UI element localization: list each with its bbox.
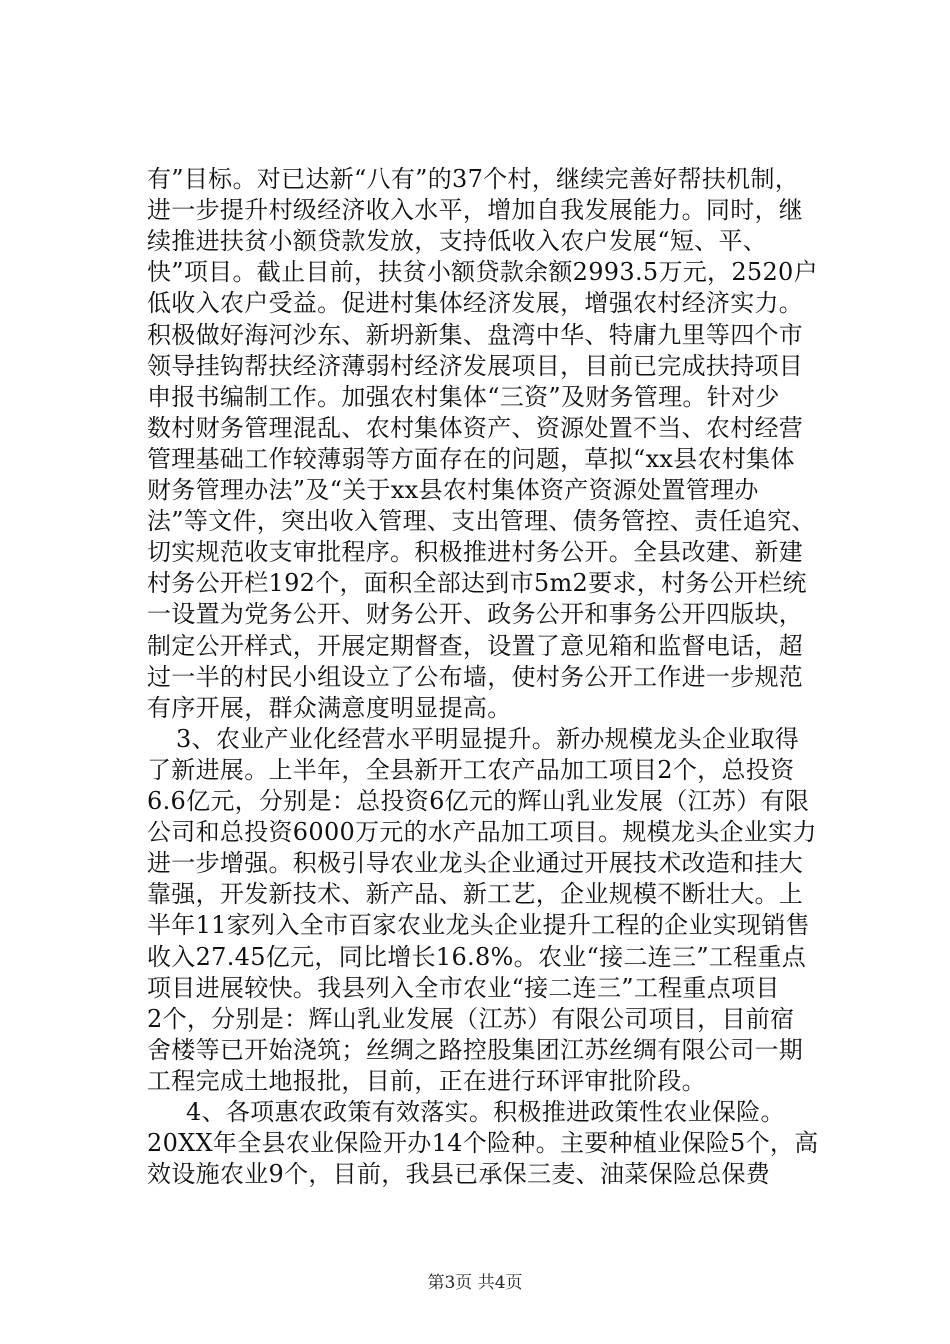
body-text-line: 项目进展较快。我县列入全市农业“接二连三”工程重点项目 xyxy=(147,974,780,1002)
body-text-line: 6.6亿元，分别是：总投资6亿元的辉山乳业发展（江苏）有限 xyxy=(147,787,810,815)
body-text-line: 工程完成土地报批，目前，正在进行环评审批阶段。 xyxy=(147,1067,706,1095)
body-text-line: 快”项目。截止目前，扶贫小额贷款余额2993.5万元，2520户 xyxy=(147,258,818,286)
body-text-line: 20XX年全县农业保险开办14个险种。主要种植业保险5个，高 xyxy=(147,1129,819,1157)
body-text-line: 过一半的村民小组设立了公布墙，使村务公开工作进一步规范 xyxy=(147,663,804,691)
body-text-line: 数村财务管理混乱、农村集体资产、资源处置不当、农村经营 xyxy=(147,414,804,442)
body-text-line: 领导挂钩帮扶经济薄弱村经济发展项目，目前已完成扶持项目 xyxy=(147,352,804,380)
body-text-line: 进一步增强。积极引导农业龙头企业通过开展技术改造和挂大 xyxy=(147,849,804,877)
body-text-line: 了新进展。上半年，全县新开工农产品加工项目2个，总投资 xyxy=(147,756,795,784)
body-text-line: 积极做好海河沙东、新坍新集、盘湾中华、特庸九里等四个市 xyxy=(147,321,804,349)
body-text-line: 管理基础工作较薄弱等方面存在的问题，草拟“xx县农村集体 xyxy=(147,445,795,473)
body-text-line: 公司和总投资6000万元的水产品加工项目。规模龙头企业实力 xyxy=(147,818,817,846)
body-text-line: 收入27.45亿元，同比增长16.8%。农业“接二连三”工程重点 xyxy=(147,943,807,971)
body-text-line: 切实规范收支审批程序。积极推进村务公开。全县改建、新建 xyxy=(147,538,804,566)
body-text-line: 法”等文件，突出收入管理、支出管理、债务管控、责任追究、 xyxy=(147,507,816,535)
body-text-line: 有序开展，群众满意度明显提高。 xyxy=(147,694,512,722)
body-text-line: 低收入农户受益。促进村集体经济发展，增强农村经济实力。 xyxy=(147,289,804,317)
body-text-line: 制定公开样式，开展定期督查，设置了意见箱和监督电话，超 xyxy=(147,632,804,660)
body-text-line: 续推进扶贫小额贷款发放，支持低收入农户发展“短、平、 xyxy=(147,227,768,255)
body-text-line: 效设施农业9个，目前，我县已承保三麦、油菜保险总保费 xyxy=(147,1160,771,1188)
body-text-line: 舍楼等已开始浇筑；丝绸之路控股集团江苏丝绸有限公司一期 xyxy=(147,1036,804,1064)
body-text-line: 半年11家列入全市百家农业龙头企业提升工程的企业实现销售 xyxy=(147,911,810,939)
body-text-line: 4、各项惠农政策有效落实。积极推进政策性农业保险。 xyxy=(186,1098,785,1126)
page-footer: 第3页 共4页 xyxy=(427,1273,523,1293)
body-text-line: 申报书编制工作。加强农村集体“三资”及财务管理。针对少 xyxy=(147,383,780,411)
body-text-line: 一设置为党务公开、财务公开、政务公开和事务公开四版块， xyxy=(147,600,804,628)
body-text-line: 有”目标。对已达新“八有”的37个村，继续完善好帮扶机制， xyxy=(147,165,800,193)
body-text-line: 靠强，开发新技术、新产品、新工艺，企业规模不断壮大。上 xyxy=(147,880,804,908)
body-text-line: 2个，分别是：辉山乳业发展（江苏）有限公司项目，目前宿 xyxy=(147,1005,795,1033)
body-text-line: 3、农业产业化经营水平明显提升。新办规模龙头企业取得 xyxy=(176,725,800,753)
body-text-line: 财务管理办法”及“关于xx县农村集体资产资源处置管理办 xyxy=(147,476,759,504)
body-text-line: 村务公开栏192个，面积全部达到市5m2要求，村务公开栏统 xyxy=(147,569,807,597)
body-text-line: 进一步提升村级经济收入水平，增加自我发展能力。同时，继 xyxy=(147,196,804,224)
